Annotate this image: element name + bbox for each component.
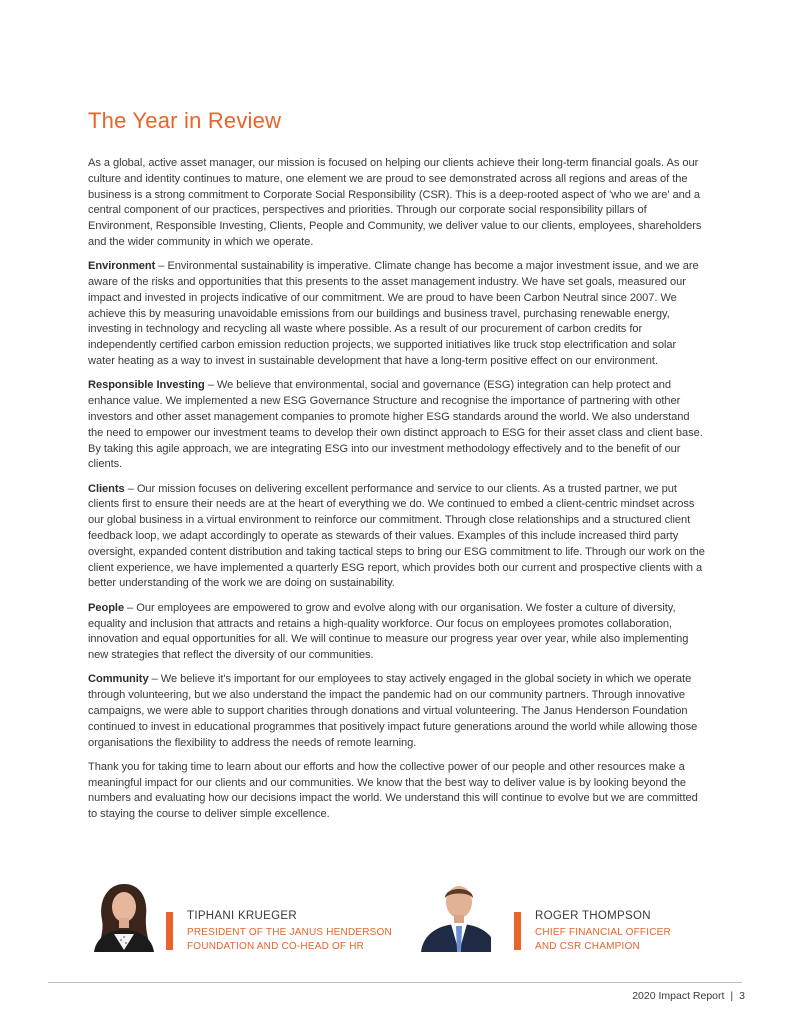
page-title: The Year in Review [88,108,282,133]
report-name: 2020 Impact Report [632,990,725,1002]
page-footer [632,990,745,1002]
section-community [88,672,706,751]
section-text: – Environmental sustainability is imperative. Climate change has become a major investment issue, and we are aware of the risks and opportunities that this presents to the asset management industry. We have set goals, measured our impact and invested in projects indicative of our commitment. We are proud to have been Carbon Neutral since 2007. We achieve this by measuring unavoidable emissions from our buildings and business travel, purchasing renewable energy, investing in technology and recycling all waste where possible. As a result of our procurement of carbon credits for independently certified carbon emission reduction projects, we supported initiatives like truck stop electrification and solar water heating as a way to invest in sustainable development that have a long-term positive effect on our environment. [88,260,699,368]
section-text: – We believe that environmental, social and governance (ESG) integration can help protect and enhance value. We implemented a new ESG Governance Structure and recognise the importance of partnering with other investors and other asset management companies to promote higher ESG standards around the world. We also understand the need to empower our investment teams to develop their own distinct approach to ESG for their asset class and client base. By taking this agile approach, we are integrating ESG into our investment methodology effectively and to the benefit of our clients. [88,379,703,471]
section-text: – Our employees are empowered to grow and evolve along with our organisation. We foster a culture of diversity, equality and inclusion that attracts and retains a high-quality workforce. Our focus on employees promotes collaboration, innovation and equal opportunities for all. We will continue to measure our progress year over year, while also implementing new strategies that reflect the diversity of our communities. [88,601,689,662]
portrait-photo-tiphani-krueger [88,880,160,952]
section-heading: Community [88,673,149,686]
footer-divider [48,982,742,983]
signer-name: TIPHANI KRUEGER [187,910,297,922]
intro-paragraph: As a global, active asset manager, our mission is focused on helping our clients achieve their long-term financial goals. As our culture and identity continues to mature, one element we are proud to see demonstrated across all regions and areas of the business is a strong commitment to Corporate Social Responsibility (CSR). This is a deep-rooted aspect of 'who we are' and a central component of our practices, perspectives and priorities. Through our corporate social responsibility pillars of Environment, Responsible Investing, Clients, People and Community, we deliver value to our clients, employees, shareholders and the wider community in which we operate. [88,157,702,248]
section-heading: Clients [88,482,125,495]
section-text: – We believe it's important for our employees to stay actively engaged in the global society in which we operate through volunteering, but we also understand the impact the pandemic had on our community partners. Through innovative campaigns, we were able to support charities through donations and virtual volunteering. The Janus Henderson Foundation continued to invest in educational programmes that positively impact future generations around the world while allowing those organisations the flexibility to address the needs of remote learning. [88,673,698,749]
portrait-photo-roger-thompson [419,880,491,952]
section-people [88,601,706,664]
signer-role: PRESIDENT OF THE JANUS HENDERSON FOUNDATION AND CO-HEAD OF HR [187,927,392,952]
signer-name: ROGER THOMPSON [535,910,651,922]
closing-paragraph: Thank you for taking time to learn about our efforts and how the collective power of our people and other resources make a meaningful impact for our clients and our communities. We know that the best way to deliver value is by looking beyond the numbers and evaluating how our decisions impact the world. We understand this will continue to evolve but we are committed to staying the course to deliver simple excellence. [88,760,698,821]
section-heading: Responsible Investing [88,379,205,392]
accent-bar [514,912,521,950]
accent-bar [166,912,173,950]
section-clients [88,482,706,593]
body-text [88,156,706,832]
footer-separator: | [730,990,734,1002]
section-heading: Environment [88,260,156,273]
section-heading: People [88,601,125,614]
section-environment [88,259,706,370]
signer-role: CHIEF FINANCIAL OFFICER AND CSR CHAMPION [535,927,671,952]
section-responsible-investing [88,378,706,473]
section-text: – Our mission focuses on delivering excellent performance and service to our clients. As a trusted partner, we put clients first to ensure their needs are at the heart of everything we do. We continued to embed a client-centric mindset across our global business in a virtual environment to reinforce our commitment. Through close relationships and a structured client feedback loop, we adapt accordingly to operate as stewards of their values. Examples of this include increased third party oversight, expanded content distribution and taking tactical steps to bring our ESG commitment to life. Through our work on the client experience, we have implemented a quarterly ESG report, which provides both our current and prospective clients with a better understanding of the work we are doing on sustainability. [88,482,705,590]
page-number: 3 [739,990,745,1002]
